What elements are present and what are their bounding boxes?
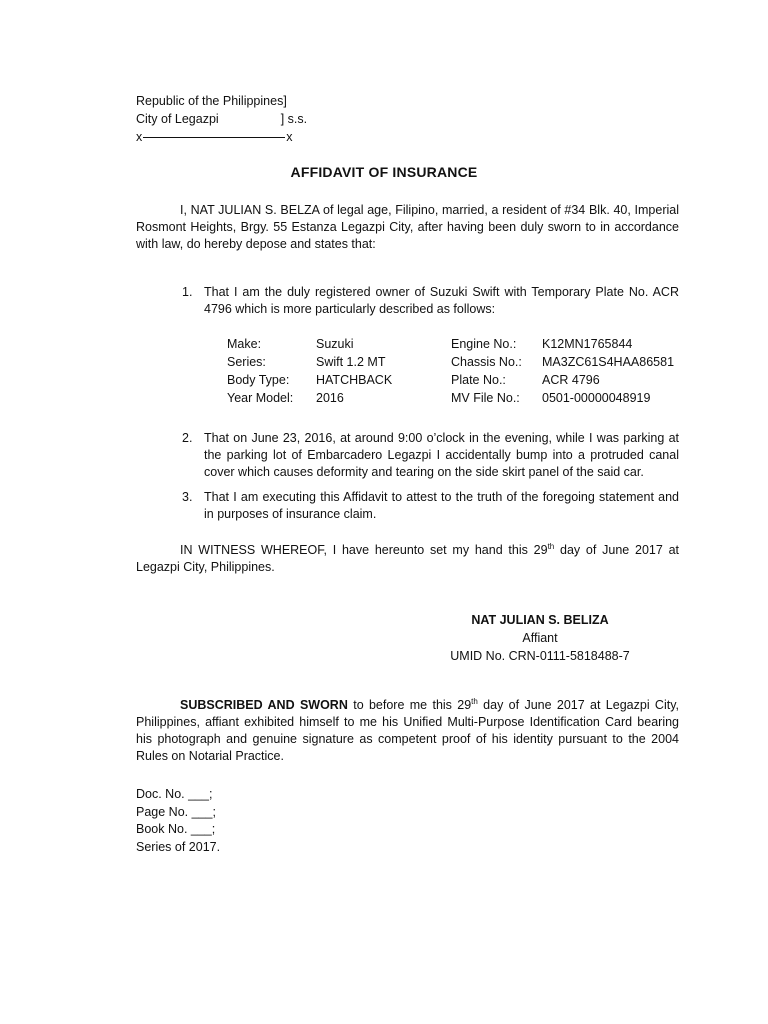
vehicle-label: Series:	[227, 355, 266, 369]
vehicle-value: 2016	[316, 391, 344, 405]
vehicle-value: Suzuki	[316, 337, 354, 351]
venue-x-end: x	[286, 130, 293, 144]
vehicle-details-table	[227, 336, 682, 408]
vehicle-label: Body Type:	[227, 373, 290, 387]
affiant-umid: UMID No. CRN-0111-5818488-7	[450, 649, 630, 663]
statement-number: 2.	[182, 431, 193, 445]
statement-text: That I am the duly registered owner of Suzuki Swift with Temporary Plate No. ACR 4796 which is more particularly described as follows:	[204, 285, 679, 316]
intro-text: I, NAT JULIAN S. BELZA of legal age, Filipino, married, a resident of #34 Blk. 40, Imperial Rosmont Heights, Brgy. 55 Estanza Legazpi City, after having been duly sworn to in accordance with law, do hereby depose and states that:	[136, 203, 679, 251]
statement-item	[182, 489, 679, 523]
jurat-text-after: day of June 2017 at Legazpi City, Philippines, affiant exhibited himself to me his Unified Multi-Purpose Identification Card bearing his photograph and genuine signature as competent proof of his identity pursuant to the 2004 Rules on Notarial Practice.	[136, 698, 680, 763]
affiant-name: NAT JULIAN S. BELIZA	[471, 613, 609, 627]
vehicle-value: Swift 1.2 MT	[316, 355, 386, 369]
witness-text-after: day of June 2017 at Legazpi City, Philippines.	[136, 543, 680, 574]
document-title: AFFIDAVIT OF INSURANCE	[290, 164, 478, 180]
venue-city-line	[136, 111, 436, 129]
vehicle-value: ACR 4796	[542, 373, 600, 387]
witness-ordinal-suffix: th	[547, 542, 555, 551]
signature-block	[440, 612, 640, 666]
vehicle-value: MA3ZC61S4HAA86581	[542, 355, 675, 369]
witness-text-before: IN WITNESS WHEREOF, I have hereunto set my hand this 29	[180, 543, 548, 557]
jurat-paragraph	[136, 697, 679, 765]
venue-republic: Republic of the Philippines]	[136, 94, 287, 108]
vehicle-value: K12MN1765844	[542, 337, 633, 351]
vehicle-value: HATCHBACK	[316, 373, 393, 387]
venue-block	[136, 93, 436, 147]
book-number: Book No. ___;	[136, 822, 216, 836]
doc-number: Doc. No. ___;	[136, 787, 213, 801]
statement-text: That on June 23, 2016, at around 9:00 o’clock in the evening, while I was parking at the parking lot of Embarcadero Legazpi I accidentally bump into a protruded canal cover which causes deformity and tearing on the side skirt panel of the said car.	[204, 431, 679, 479]
page-number: Page No. ___;	[136, 804, 216, 819]
venue-ss: ] s.s.	[280, 112, 308, 126]
venue-separator	[136, 129, 436, 147]
vehicle-row	[227, 390, 682, 408]
vehicle-label: MV File No.:	[451, 391, 520, 405]
statement-number: 3.	[182, 490, 193, 504]
vehicle-row	[227, 354, 682, 372]
vehicle-label: Year Model:	[227, 391, 294, 405]
statement-item	[182, 284, 679, 318]
witness-paragraph	[136, 542, 679, 576]
vehicle-row	[227, 372, 682, 390]
jurat-lead: SUBSCRIBED AND SWORN	[180, 698, 348, 712]
vehicle-label: Plate No.:	[451, 373, 506, 387]
venue-x-start: x	[136, 130, 143, 144]
venue-x-line	[143, 137, 285, 138]
series-year: Series of 2017.	[136, 839, 221, 854]
intro-paragraph	[136, 202, 679, 253]
venue-city: City of Legazpi	[136, 112, 219, 126]
vehicle-label: Engine No.:	[451, 337, 517, 351]
jurat-text-before: to before me this 29	[347, 698, 472, 712]
jurat-ordinal-suffix: th	[471, 697, 478, 706]
vehicle-row	[227, 336, 682, 354]
vehicle-label: Make:	[227, 337, 262, 351]
vehicle-value: 0501-00000048919	[542, 391, 651, 405]
statement-text: That I am executing this Affidavit to attest to the truth of the foregoing statement and in purposes of insurance claim.	[204, 490, 679, 521]
notarial-register-block	[136, 786, 336, 856]
affiant-role: Affiant	[522, 631, 558, 645]
statement-number: 1.	[182, 285, 193, 299]
statement-item	[182, 430, 679, 481]
vehicle-label: Chassis No.:	[451, 355, 522, 369]
